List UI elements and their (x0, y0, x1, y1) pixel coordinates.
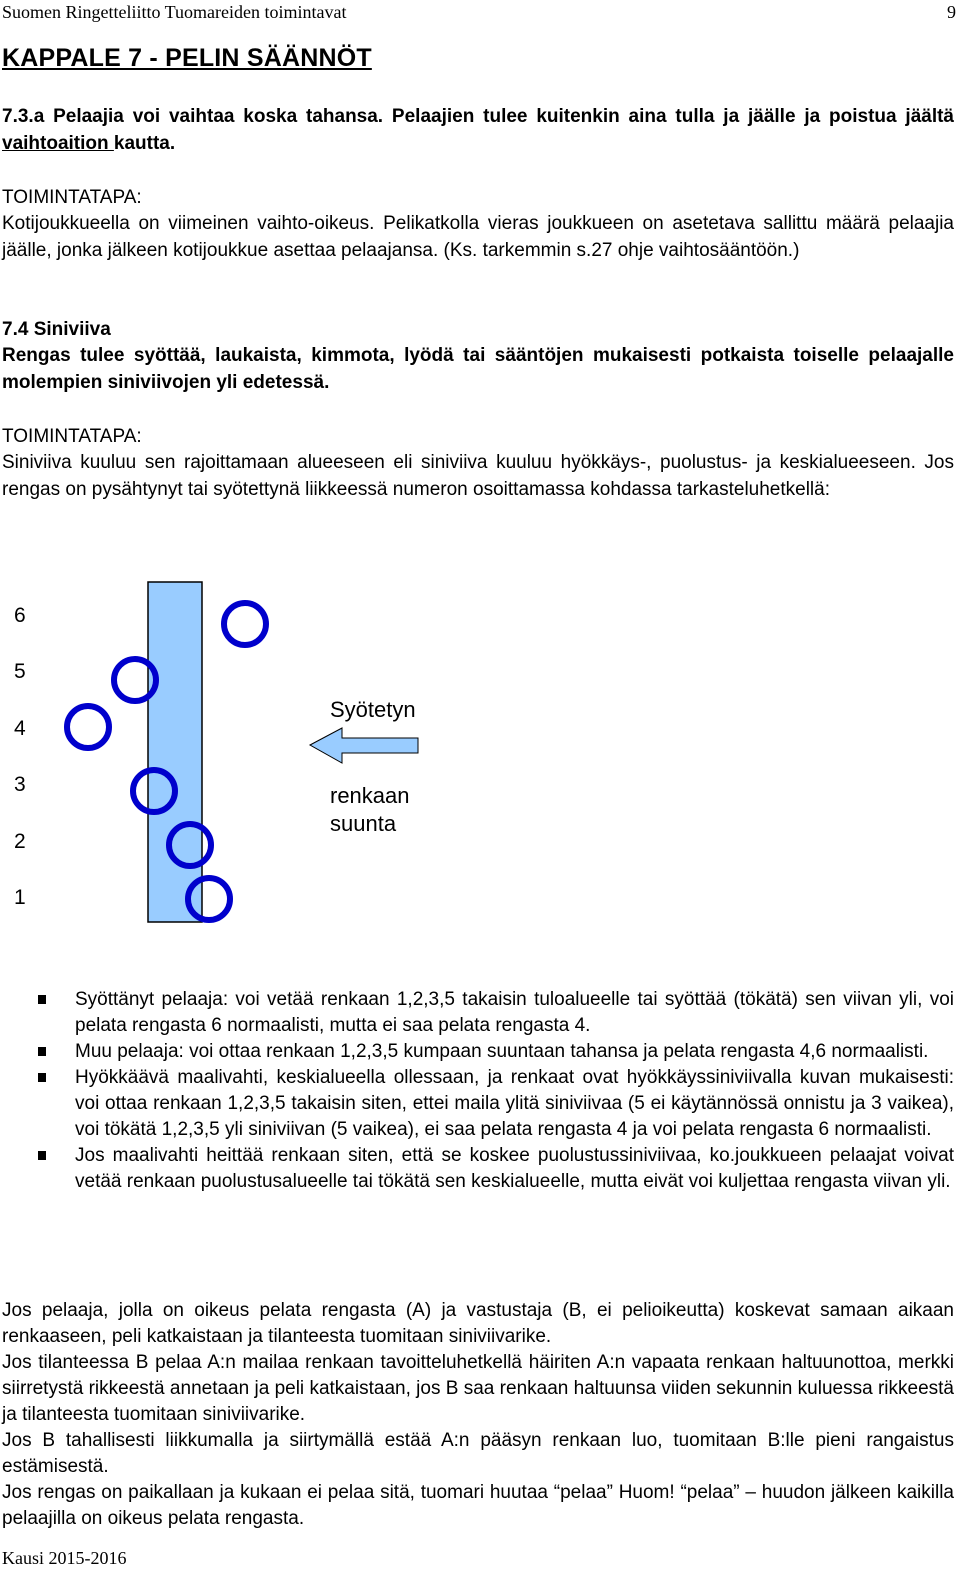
rule-7-3a-underlined: vaihtoaition (2, 132, 114, 154)
list-item-text: Muu pelaaja: voi ottaa renkaan 1,2,3,5 kumpaan suuntaan tahansa ja pelata rengasta 4,6 normaalisti. (75, 1041, 929, 1062)
position-number: 3 (14, 773, 26, 796)
list-item-text: Jos maalivahti heittää renkaan siten, että se koskee puolustussiniviivaa, ko.joukkueen pelaajat voivat vetää renkaan puolustusalueelle tai tökätä sen keskialueelle, mutta eivät voi kuljettaa rengasta viivan yli. (75, 1145, 954, 1192)
practice-text-1: Kotijoukkueella on viimeinen vaihto-oikeus. Pelikatkolla vieras joukkueen on asetetava sallittu määrä pelaajia jäälle, jonka jälkeen kotijoukkue asettaa pelaajansa. (Ks. tarkemmin s.27 ohje vaihtosääntöön.) (2, 213, 954, 261)
list-item (0, 1039, 954, 1065)
header-title: Suomen Ringetteliitto Tuomareiden toimintavat (2, 2, 347, 22)
arrow-label-bottom-1: renkaan (330, 783, 410, 808)
list-item (0, 1065, 954, 1143)
page-footer: Kausi 2015-2016 (2, 1548, 127, 1568)
square-bullet-icon (38, 1073, 46, 1082)
rule-bullet-list (0, 987, 954, 1195)
arrow-label-top: Syötetyn (330, 697, 416, 722)
square-bullet-icon (38, 995, 46, 1004)
paragraph: Jos B tahallisesti liikkumalla ja siirtymällä estää A:n pääsyn renkaan luo, tuomitaan B:lle pieni rangaistus estämisestä. (2, 1430, 954, 1477)
paragraph: Jos rengas on paikallaan ja kukaan ei pelaa sitä, tuomari huutaa “pelaa” Huom! “pelaa” – huudon jälkeen kaikilla pelaajilla on oikeus pelata rengasta. (2, 1482, 954, 1529)
rule-7-3a-text: 7.3.a Pelaajia voi vaihtaa koska tahansa. Pelaajien tulee kuitenkin aina tulla ja jäälle ja poistua jäältä (2, 106, 954, 127)
ring-6 (224, 603, 266, 645)
practice-heading-1: TOIMINTATAPA: (2, 187, 142, 208)
position-number: 5 (14, 660, 26, 683)
rule-7-4-text: Rengas tulee syöttää, laukaista, kimmota, lyödä tai sääntöjen mukaisesti potkaista toiselle pelaajalle molempien siniviivojen yli edetessä. (2, 345, 954, 393)
list-item (0, 987, 954, 1039)
list-item-text: Hyökkäävä maalivahti, keskialueella ollessaan, ja renkaat ovat hyökkäyssiniviivalla kuvan mukaisesti: voi ottaa renkaan 1,2,3,5 takaisin siten, ettei maila ylitä siniviivaa (5 ei käytännössä onnistu ja 3 vaikea), voi tökätä 1,2,3,5 yli siniviivan (5 vaikea), ei saa pelata rengasta 4 ja voi pelata rengasta 6 normaalisti. (75, 1067, 954, 1140)
direction-arrow-icon (310, 728, 418, 763)
closing-paragraphs (2, 1298, 954, 1532)
rule-7-3a-end: kautta. (113, 132, 176, 154)
paragraph: Jos tilanteessa B pelaa A:n mailaa renkaan tavoitteluhetkellä häiriten A:n vapaata renkaan haltuunottoa, merkki siirretystä rikkeestä annetaan ja peli katkaistaan, jos B saa renkaan haltuunsa viiden sekunnin kuluessa rikkeestä ja tilanteesta tuomitaan siniviivarike. (2, 1352, 954, 1425)
position-number: 4 (14, 717, 26, 740)
ring-4 (67, 706, 109, 748)
practice-text-2: Siniviiva kuuluu sen rajoittamaan alueeseen eli siniviiva kuuluu hyökkäys-, puolustus- ja keskialueeseen. Jos rengas on pysähtynyt tai syötettynä liikkeessä numeron osoittamassa kohdassa tarkasteluhetkellä: (2, 452, 954, 500)
paragraph: Jos pelaaja, jolla on oikeus pelata rengasta (A) ja vastustaja (B, ei pelioikeutta) koskevat samaan aikaan renkaaseen, peli katkaistaan ja tilanteesta tuomitaan siniviivarike. (2, 1300, 954, 1347)
rule-7-3a (2, 104, 954, 157)
arrow-label-bottom-2: suunta (330, 811, 397, 836)
diagram-graphic (0, 570, 960, 950)
square-bullet-icon (38, 1047, 46, 1056)
blue-line-diagram (0, 570, 960, 950)
page-header (2, 2, 956, 24)
page-number: 9 (947, 2, 956, 22)
chapter-title: KAPPALE 7 - PELIN SÄÄNNÖT (2, 44, 372, 72)
position-number: 6 (14, 604, 26, 627)
list-item (0, 1143, 954, 1195)
square-bullet-icon (38, 1151, 46, 1160)
position-number: 1 (14, 886, 26, 909)
list-item-text: Syöttänyt pelaaja: voi vetää renkaan 1,2,3,5 takaisin tuloalueelle tai syöttää (tökätä) sen viivan yli, voi pelata rengasta 6 normaalisti, mutta ei saa pelata rengasta 4. (75, 989, 954, 1036)
blue-line-bar (148, 582, 202, 922)
rule-7-4-title: 7.4 Siniviiva (2, 319, 111, 340)
practice-heading-2: TOIMINTATAPA: (2, 426, 142, 447)
position-number: 2 (14, 830, 26, 853)
